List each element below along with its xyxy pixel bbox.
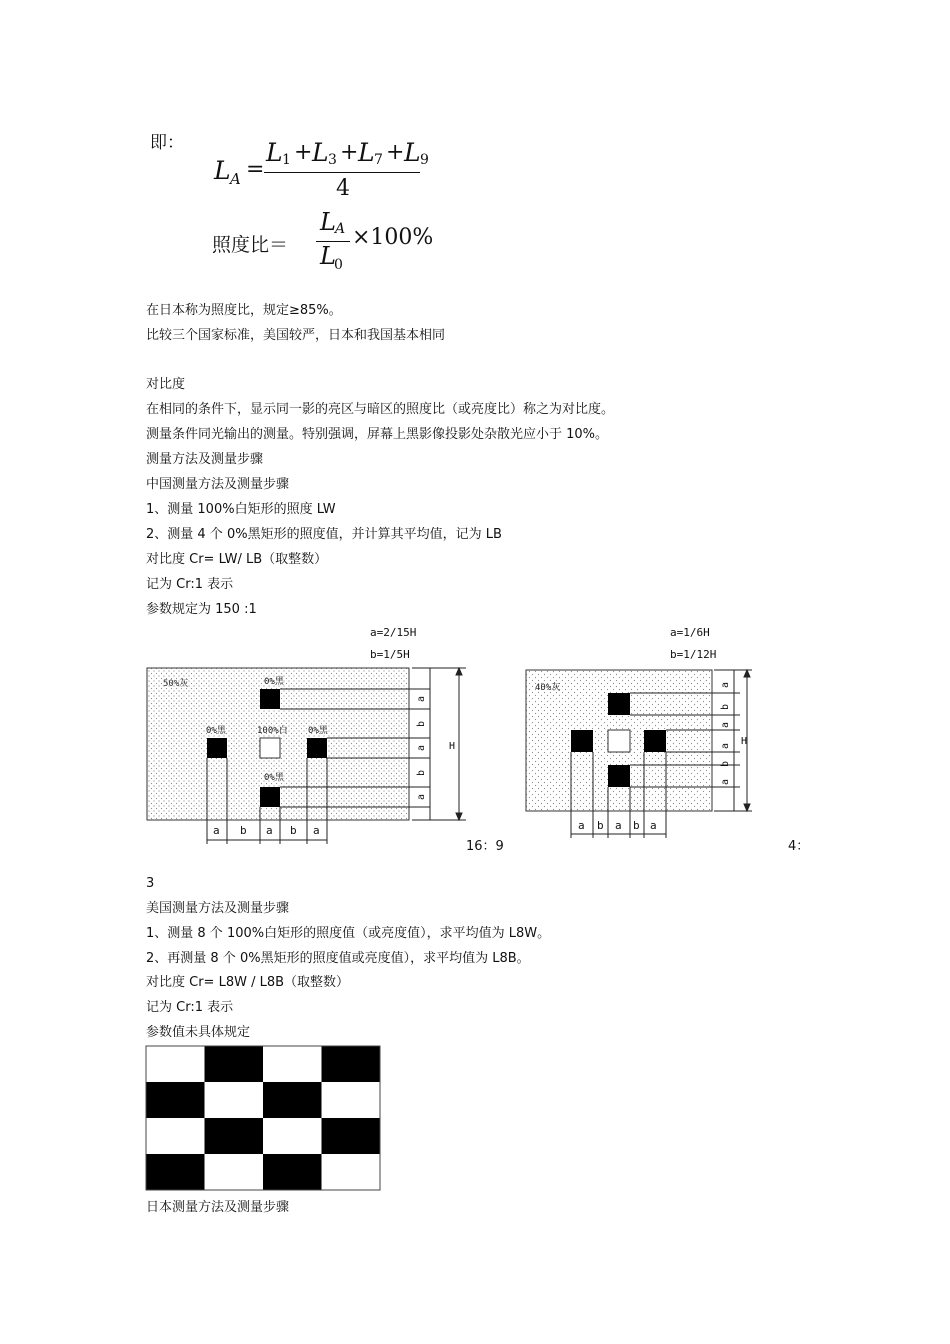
note-china-cr: 记为 Cr:1 表示 [146,577,234,592]
note-us-cr: 记为 Cr:1 表示 [146,1000,234,1015]
formula-china-cr: 对比度 Cr= LW/ LB（取整数） [146,552,328,567]
la-num-sub1: 1 [282,152,291,168]
checker-cell [263,1154,322,1190]
ratio-den-sub: 0 [334,257,343,273]
la-num-sub7: 7 [374,152,383,168]
formula-prefix: 即： [150,133,184,153]
right-bdim-3: a [615,819,622,832]
right-bdim-1: a [578,819,585,832]
left-white-center [260,738,280,758]
step-us-1: 1、测量 8 个 100%白矩形的照度值（或亮度值），求平均值为 L8W。 [146,926,551,941]
right-aspect-label: 4： [788,839,810,852]
la-fraction-bar [264,172,420,173]
checker-cell [146,1154,205,1190]
heading-china-method: 中国测量方法及测量步骤 [146,477,290,492]
heading-method: 测量方法及测量步骤 [146,452,264,467]
heading-contrast: 对比度 [146,377,186,392]
ratio-times: ×100% [352,225,434,250]
left-black-right [307,738,327,758]
right-rdim-6: a [720,778,731,786]
heading-us-method: 美国测量方法及测量步骤 [146,901,290,916]
contrast-diagrams [0,622,950,852]
spec-china: 参数规定为 150 :1 [146,602,257,617]
la-num-sub3: 3 [328,152,337,168]
left-bdim-5: a [313,824,320,837]
checker-cell [146,1118,205,1154]
paragraph-compare: 比较三个国家标准，美国较严，日本和我国基本相同 [146,328,446,343]
la-num-sub9: 9 [420,152,429,168]
right-bdim-5: a [650,819,657,832]
ratio-num-sub: A [335,221,346,237]
left-bdim-4: b [290,824,297,837]
checkerboard-pattern [145,1045,381,1191]
checker-cell [263,1082,322,1118]
left-rdim-3: a [416,744,427,752]
spec-us: 参数值未具体规定 [146,1025,251,1040]
checker-cell [205,1154,264,1190]
checker-cell [322,1082,381,1118]
left-formula-b: b=1/5H [370,648,410,661]
left-aspect-label: 16：9 [466,839,504,852]
right-bdim-2: b [597,819,604,832]
left-height-label: H [449,741,456,752]
la-equals: = [246,157,265,182]
la-denominator: 4 [336,176,350,201]
la-num-l1: L [266,138,283,167]
right-bdim-4: b [633,819,640,832]
checker-cell [146,1082,205,1118]
left-label-white: 100%白 [257,726,288,736]
left-bdim-2: b [240,824,247,837]
left-black-top [260,689,280,709]
checker-cell [263,1046,322,1082]
right-rdim-3: a [720,721,731,729]
checker-cell [322,1154,381,1190]
left-rdim-4: b [416,769,427,777]
right-white-center [608,730,630,752]
page-fragment-3: 3 [146,876,155,891]
right-bg-label: 40%灰 [535,683,561,693]
right-black-top [608,693,630,715]
checker-cell [205,1046,264,1082]
la-num-plus2: + [340,140,359,165]
right-rdim-4: a [720,742,731,750]
right-height-label: H [741,736,748,747]
paragraph-contrast-def: 在相同的条件下，显示同一影的亮区与暗区的照度比（或亮度比）称之为对比度。 [146,402,615,417]
left-black-left [207,738,227,758]
heading-japan-method: 日本测量方法及测量步骤 [146,1200,290,1215]
left-rdim-5: a [416,793,427,801]
ratio-label: 照度比＝ [212,234,289,256]
la-num-l9: L [404,138,421,167]
left-label-bottom-black: 0%黑 [264,773,284,783]
la-numerator [266,138,429,170]
right-formula-a: a=1/6H [670,626,710,639]
left-bdim-1: a [213,824,220,837]
la-num-plus1: + [294,140,313,165]
step-china-1: 1、测量 100%白矩形的照度 LW [146,502,336,517]
checker-cell [146,1046,205,1082]
formula-us-cr: 对比度 Cr= L8W / L8B（取整数） [146,975,350,990]
left-bdim-3: a [266,824,273,837]
paragraph-japan-ratio: 在日本称为照度比，规定≥85%。 [146,303,342,318]
right-black-left [571,730,593,752]
left-label-right-black: 0%黑 [308,726,328,736]
left-black-bottom [260,787,280,807]
left-rdim-1: a [416,695,427,703]
checker-cell [263,1118,322,1154]
checker-cell [205,1118,264,1154]
right-black-bottom [608,765,630,787]
diagram-4-3 [526,626,809,852]
right-rdim-2: b [720,703,731,711]
left-formula-a: a=2/15H [370,626,417,639]
right-black-right [644,730,666,752]
right-formula-b: b=1/12H [670,648,717,661]
left-rdim-2: b [416,720,427,728]
la-lhs: L [214,156,231,185]
checker-cell [322,1118,381,1154]
la-num-plus3: + [386,140,405,165]
diagram-16-9 [147,626,504,852]
paragraph-conditions: 测量条件同光输出的测量。特别强调，屏幕上黑影像投影处杂散光应小于 10%。 [146,427,609,442]
la-lhs-sub: A [230,170,241,188]
step-china-2: 2、测量 4 个 0%黑矩形的照度值，并计算其平均值，记为 LB [146,527,502,542]
checker-cell [322,1046,381,1082]
step-us-2: 2、再测量 8 个 0%黑矩形的照度值或亮度值），求平均值为 L8B。 [146,951,530,966]
ratio-num-main: L [320,208,336,236]
checker-cell [205,1082,264,1118]
left-bg-label: 50%灰 [163,679,189,689]
right-rdim-1: a [720,681,731,689]
right-rdim-5: b [720,760,731,768]
left-label-left-black: 0%黑 [206,726,226,736]
ratio-den-main: L [320,242,336,270]
la-num-l7: L [358,138,375,167]
left-label-top-black: 0%黑 [264,677,284,687]
la-num-l3: L [312,138,329,167]
